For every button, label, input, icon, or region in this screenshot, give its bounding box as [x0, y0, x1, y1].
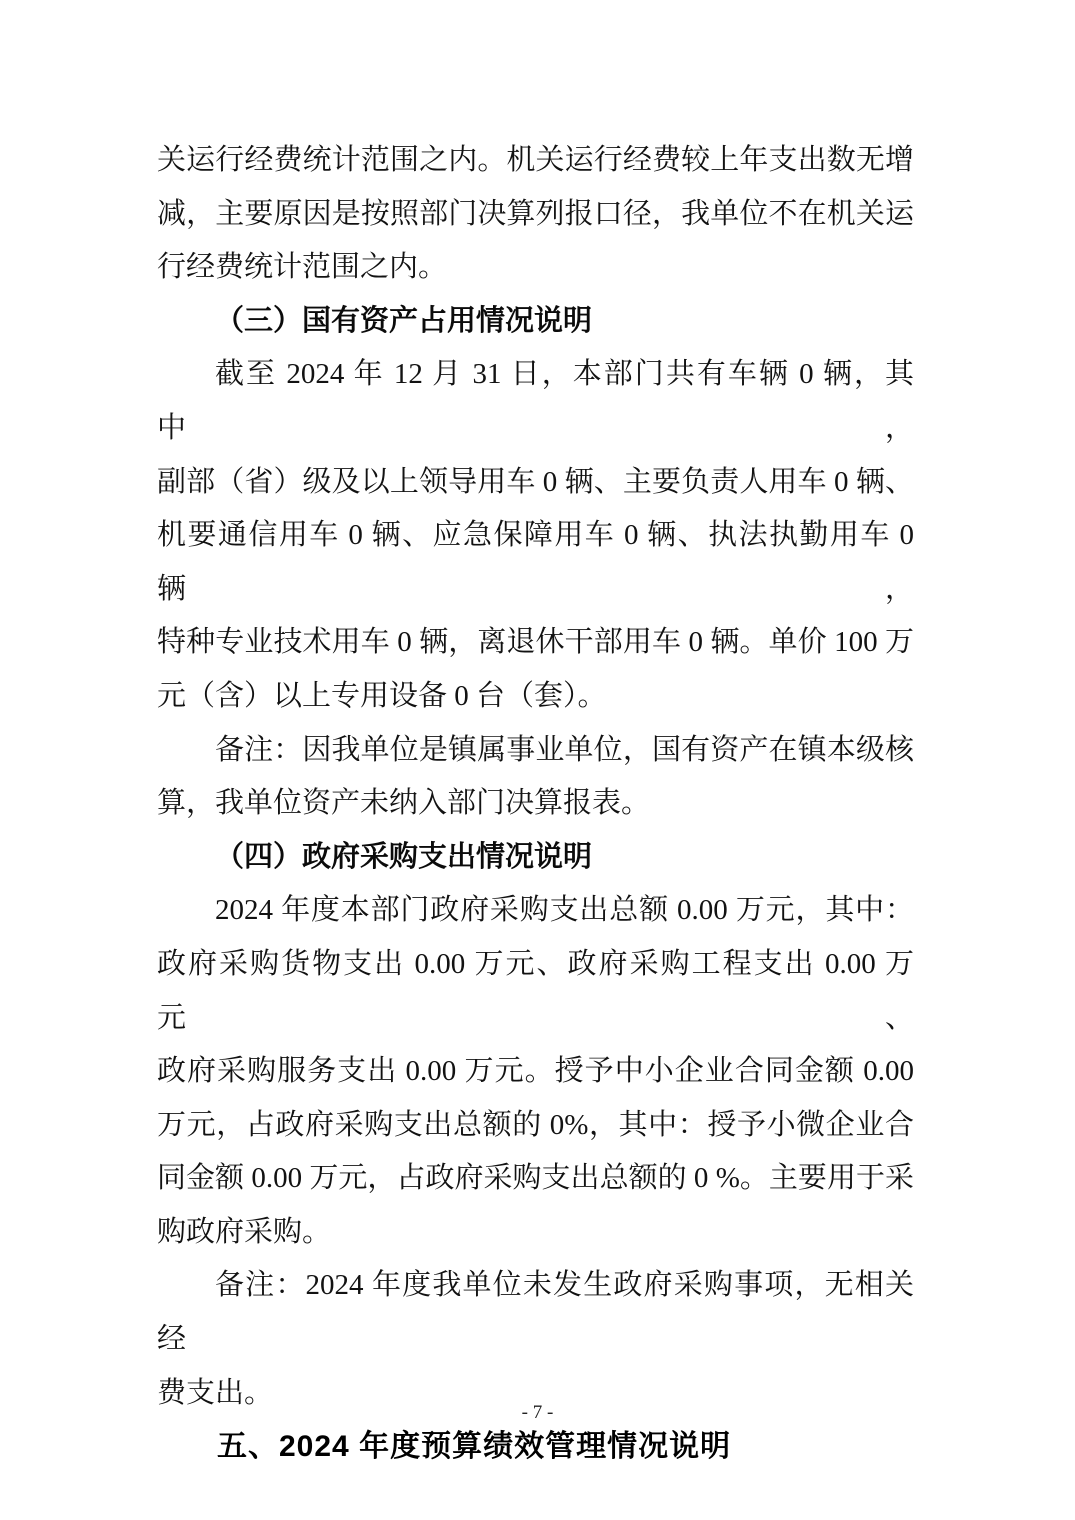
para-agency-operating-expense-continued-line: 减，主要原因是按照部门决算列报口径，我单位不在机关运 [157, 197, 914, 230]
para-vehicles-equipment-line: 截至 2024 年 12 月 31 日，本部门共有车辆 0 辆，其中， [157, 358, 914, 444]
heading-government-procurement: （四）政府采购支出情况说明 [215, 840, 593, 873]
para-procurement-detail-line: 万元，占政府采购支出总额的 0%，其中：授予小微企业合 [157, 1108, 914, 1141]
para-procurement-note-line: 备注：2024 年度我单位未发生政府采购事项，无相关经 [157, 1269, 914, 1356]
para-procurement-detail-line: 购政府采购。 [157, 1215, 332, 1248]
para-procurement-detail-line: 政府采购服务支出 0.00 万元。授予中小企业合同金额 0.00 [157, 1055, 914, 1088]
document-body [157, 134, 914, 1474]
para-state-assets-note-line: 算，我单位资产未纳入部门决算报表。 [157, 787, 651, 820]
para-procurement-detail-line: 2024 年度本部门政府采购支出总额 0.00 万元，其中： [215, 894, 914, 927]
para-vehicles-equipment-line: 机要通信用车 0 辆、应急保障用车 0 辆、执法执勤用车 0 辆， [157, 519, 914, 605]
para-agency-operating-expense-continued-line: 关运行经费统计范围之内。机关运行经费较上年支出数无增 [157, 144, 914, 176]
para-vehicles-equipment-line: 特种专业技术用车 0 辆，离退休干部用车 0 辆。单价 100 万 [157, 626, 914, 659]
para-procurement-detail-line: 同金额 0.00 万元，占政府采购支出总额的 0 %。主要用于采 [157, 1162, 914, 1195]
para-state-assets-note-line: 备注：因我单位是镇属事业单位，国有资产在镇本级核 [215, 733, 914, 766]
heading-budget-performance: 五、2024 年度预算绩效管理情况说明 [217, 1430, 732, 1464]
para-agency-operating-expense-continued-line: 行经费统计范围之内。 [157, 251, 448, 284]
para-procurement-detail-line: 政府采购货物支出 0.00 万元、政府采购工程支出 0.00 万元、 [157, 947, 914, 1034]
para-vehicles-equipment-line: 副部（省）级及以上领导用车 0 辆、主要负责人用车 0 辆、 [157, 465, 914, 498]
heading-state-assets: （三）国有资产占用情况说明 [215, 304, 593, 337]
para-vehicles-equipment-line: 元（含）以上专用设备 0 台（套）。 [157, 679, 607, 712]
para-procurement-note-line: 费支出。 [157, 1376, 274, 1409]
page-number: - 7 - [521, 1402, 554, 1423]
